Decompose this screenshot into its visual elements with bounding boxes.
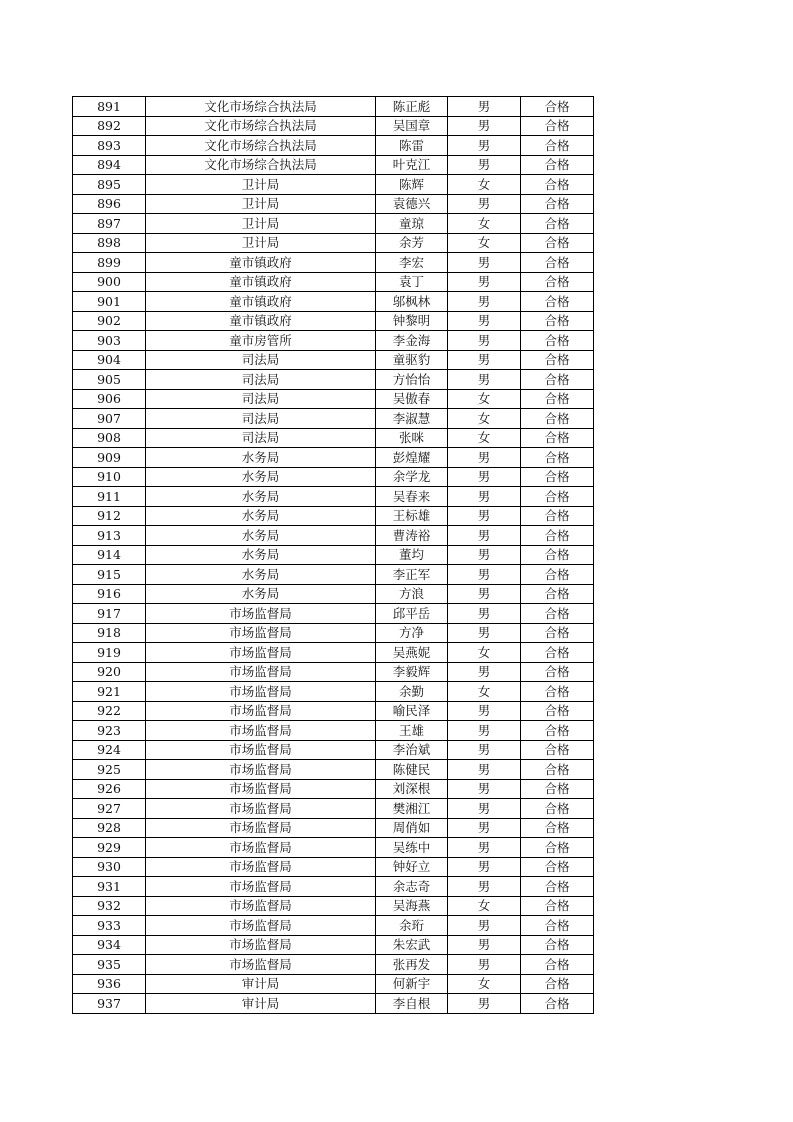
department-cell: 市场监督局 — [146, 955, 376, 975]
table-row — [73, 194, 594, 214]
table-row — [73, 97, 594, 117]
result-cell: 合格 — [521, 467, 594, 487]
gender-cell: 男 — [448, 701, 521, 721]
gender-cell: 男 — [448, 272, 521, 292]
gender-cell: 男 — [448, 155, 521, 175]
department-cell: 童市镇政府 — [146, 311, 376, 331]
gender-cell: 男 — [448, 779, 521, 799]
gender-cell: 男 — [448, 350, 521, 370]
person-name-cell: 邬枫林 — [376, 292, 448, 312]
result-cell: 合格 — [521, 272, 594, 292]
department-cell: 司法局 — [146, 370, 376, 390]
department-cell: 市场监督局 — [146, 857, 376, 877]
table-row — [73, 448, 594, 468]
row-number-cell: 926 — [73, 779, 146, 799]
person-name-cell: 陈雷 — [376, 136, 448, 156]
result-cell: 合格 — [521, 331, 594, 351]
result-cell: 合格 — [521, 448, 594, 468]
department-cell: 卫计局 — [146, 194, 376, 214]
result-cell: 合格 — [521, 409, 594, 429]
result-cell: 合格 — [521, 584, 594, 604]
department-cell: 市场监督局 — [146, 662, 376, 682]
result-cell: 合格 — [521, 760, 594, 780]
gender-cell: 男 — [448, 136, 521, 156]
person-name-cell: 喻民泽 — [376, 701, 448, 721]
table-row — [73, 701, 594, 721]
result-cell: 合格 — [521, 350, 594, 370]
results-table-body — [73, 97, 594, 1014]
gender-cell: 男 — [448, 448, 521, 468]
row-number-cell: 921 — [73, 682, 146, 702]
person-name-cell: 李自根 — [376, 994, 448, 1014]
row-number-cell: 907 — [73, 409, 146, 429]
gender-cell: 女 — [448, 409, 521, 429]
result-cell: 合格 — [521, 955, 594, 975]
department-cell: 市场监督局 — [146, 760, 376, 780]
gender-cell: 女 — [448, 643, 521, 663]
person-name-cell: 李宏 — [376, 253, 448, 273]
department-cell: 市场监督局 — [146, 623, 376, 643]
department-cell: 水务局 — [146, 545, 376, 565]
department-cell: 文化市场综合执法局 — [146, 116, 376, 136]
department-cell: 水务局 — [146, 448, 376, 468]
row-number-cell: 895 — [73, 175, 146, 195]
gender-cell: 男 — [448, 467, 521, 487]
row-number-cell: 906 — [73, 389, 146, 409]
gender-cell: 男 — [448, 487, 521, 507]
table-row — [73, 253, 594, 273]
result-cell: 合格 — [521, 740, 594, 760]
gender-cell: 男 — [448, 292, 521, 312]
result-cell: 合格 — [521, 136, 594, 156]
person-name-cell: 李金海 — [376, 331, 448, 351]
table-row — [73, 214, 594, 234]
department-cell: 童市镇政府 — [146, 253, 376, 273]
gender-cell: 男 — [448, 116, 521, 136]
result-cell: 合格 — [521, 701, 594, 721]
person-name-cell: 陈正彪 — [376, 97, 448, 117]
table-row — [73, 682, 594, 702]
row-number-cell: 893 — [73, 136, 146, 156]
row-number-cell: 930 — [73, 857, 146, 877]
table-row — [73, 331, 594, 351]
department-cell: 市场监督局 — [146, 838, 376, 858]
row-number-cell: 925 — [73, 760, 146, 780]
result-cell: 合格 — [521, 877, 594, 897]
person-name-cell: 陈辉 — [376, 175, 448, 195]
row-number-cell: 892 — [73, 116, 146, 136]
row-number-cell: 922 — [73, 701, 146, 721]
row-number-cell: 910 — [73, 467, 146, 487]
row-number-cell: 900 — [73, 272, 146, 292]
person-name-cell: 余芳 — [376, 233, 448, 253]
gender-cell: 女 — [448, 175, 521, 195]
result-cell: 合格 — [521, 916, 594, 936]
department-cell: 市场监督局 — [146, 896, 376, 916]
table-row — [73, 935, 594, 955]
table-row — [73, 175, 594, 195]
department-cell: 市场监督局 — [146, 779, 376, 799]
gender-cell: 男 — [448, 370, 521, 390]
person-name-cell: 张咪 — [376, 428, 448, 448]
table-row — [73, 116, 594, 136]
table-row — [73, 604, 594, 624]
gender-cell: 男 — [448, 740, 521, 760]
result-cell: 合格 — [521, 721, 594, 741]
department-cell: 卫计局 — [146, 175, 376, 195]
person-name-cell: 余志奇 — [376, 877, 448, 897]
row-number-cell: 931 — [73, 877, 146, 897]
department-cell: 水务局 — [146, 565, 376, 585]
gender-cell: 女 — [448, 428, 521, 448]
table-row — [73, 233, 594, 253]
gender-cell: 男 — [448, 194, 521, 214]
table-row — [73, 974, 594, 994]
result-cell: 合格 — [521, 994, 594, 1014]
table-row — [73, 487, 594, 507]
row-number-cell: 912 — [73, 506, 146, 526]
department-cell: 市场监督局 — [146, 740, 376, 760]
gender-cell: 女 — [448, 682, 521, 702]
result-cell: 合格 — [521, 428, 594, 448]
table-row — [73, 857, 594, 877]
person-name-cell: 周俏如 — [376, 818, 448, 838]
person-name-cell: 李毅辉 — [376, 662, 448, 682]
table-row — [73, 545, 594, 565]
table-row — [73, 955, 594, 975]
table-row — [73, 623, 594, 643]
table-row — [73, 643, 594, 663]
row-number-cell: 917 — [73, 604, 146, 624]
row-number-cell: 896 — [73, 194, 146, 214]
row-number-cell: 902 — [73, 311, 146, 331]
gender-cell: 男 — [448, 838, 521, 858]
department-cell: 水务局 — [146, 467, 376, 487]
person-name-cell: 樊湘江 — [376, 799, 448, 819]
department-cell: 市场监督局 — [146, 721, 376, 741]
row-number-cell: 935 — [73, 955, 146, 975]
department-cell: 审计局 — [146, 994, 376, 1014]
department-cell: 卫计局 — [146, 233, 376, 253]
row-number-cell: 937 — [73, 994, 146, 1014]
person-name-cell: 钟好立 — [376, 857, 448, 877]
department-cell: 市场监督局 — [146, 604, 376, 624]
gender-cell: 男 — [448, 916, 521, 936]
gender-cell: 男 — [448, 526, 521, 546]
result-cell: 合格 — [521, 799, 594, 819]
department-cell: 水务局 — [146, 526, 376, 546]
row-number-cell: 903 — [73, 331, 146, 351]
department-cell: 市场监督局 — [146, 916, 376, 936]
table-row — [73, 779, 594, 799]
person-name-cell: 张再发 — [376, 955, 448, 975]
row-number-cell: 927 — [73, 799, 146, 819]
table-row — [73, 896, 594, 916]
row-number-cell: 936 — [73, 974, 146, 994]
department-cell: 文化市场综合执法局 — [146, 136, 376, 156]
gender-cell: 男 — [448, 760, 521, 780]
gender-cell: 男 — [448, 565, 521, 585]
row-number-cell: 933 — [73, 916, 146, 936]
result-cell: 合格 — [521, 370, 594, 390]
row-number-cell: 894 — [73, 155, 146, 175]
department-cell: 市场监督局 — [146, 701, 376, 721]
row-number-cell: 909 — [73, 448, 146, 468]
table-row — [73, 721, 594, 741]
gender-cell: 男 — [448, 818, 521, 838]
department-cell: 水务局 — [146, 584, 376, 604]
table-row — [73, 136, 594, 156]
person-name-cell: 彭煌耀 — [376, 448, 448, 468]
department-cell: 水务局 — [146, 487, 376, 507]
gender-cell: 男 — [448, 331, 521, 351]
row-number-cell: 918 — [73, 623, 146, 643]
table-row — [73, 994, 594, 1014]
gender-cell: 男 — [448, 994, 521, 1014]
person-name-cell: 刘深根 — [376, 779, 448, 799]
result-cell: 合格 — [521, 896, 594, 916]
table-row — [73, 467, 594, 487]
department-cell: 童市镇政府 — [146, 292, 376, 312]
gender-cell: 男 — [448, 877, 521, 897]
person-name-cell: 吴春来 — [376, 487, 448, 507]
department-cell: 文化市场综合执法局 — [146, 155, 376, 175]
result-cell: 合格 — [521, 662, 594, 682]
table-row — [73, 838, 594, 858]
result-cell: 合格 — [521, 974, 594, 994]
row-number-cell: 899 — [73, 253, 146, 273]
department-cell: 市场监督局 — [146, 799, 376, 819]
gender-cell: 男 — [448, 721, 521, 741]
gender-cell: 女 — [448, 233, 521, 253]
result-cell: 合格 — [521, 97, 594, 117]
gender-cell: 男 — [448, 253, 521, 273]
department-cell: 市场监督局 — [146, 877, 376, 897]
person-name-cell: 童驱豹 — [376, 350, 448, 370]
table-row — [73, 428, 594, 448]
row-number-cell: 920 — [73, 662, 146, 682]
row-number-cell: 891 — [73, 97, 146, 117]
gender-cell: 男 — [448, 623, 521, 643]
department-cell: 司法局 — [146, 409, 376, 429]
department-cell: 市场监督局 — [146, 643, 376, 663]
row-number-cell: 898 — [73, 233, 146, 253]
result-cell: 合格 — [521, 857, 594, 877]
row-number-cell: 923 — [73, 721, 146, 741]
row-number-cell: 908 — [73, 428, 146, 448]
person-name-cell: 袁德兴 — [376, 194, 448, 214]
table-row — [73, 155, 594, 175]
department-cell: 市场监督局 — [146, 682, 376, 702]
results-table — [72, 96, 594, 1014]
person-name-cell: 方浪 — [376, 584, 448, 604]
result-cell: 合格 — [521, 565, 594, 585]
result-cell: 合格 — [521, 526, 594, 546]
result-cell: 合格 — [521, 935, 594, 955]
department-cell: 卫计局 — [146, 214, 376, 234]
result-cell: 合格 — [521, 233, 594, 253]
result-cell: 合格 — [521, 175, 594, 195]
person-name-cell: 吴傲春 — [376, 389, 448, 409]
row-number-cell: 924 — [73, 740, 146, 760]
person-name-cell: 余珩 — [376, 916, 448, 936]
person-name-cell: 吴练中 — [376, 838, 448, 858]
gender-cell: 女 — [448, 389, 521, 409]
gender-cell: 男 — [448, 935, 521, 955]
gender-cell: 男 — [448, 799, 521, 819]
row-number-cell: 904 — [73, 350, 146, 370]
person-name-cell: 李治斌 — [376, 740, 448, 760]
gender-cell: 女 — [448, 214, 521, 234]
department-cell: 司法局 — [146, 428, 376, 448]
result-cell: 合格 — [521, 253, 594, 273]
department-cell: 文化市场综合执法局 — [146, 97, 376, 117]
result-cell: 合格 — [521, 682, 594, 702]
row-number-cell: 911 — [73, 487, 146, 507]
row-number-cell: 919 — [73, 643, 146, 663]
gender-cell: 女 — [448, 896, 521, 916]
row-number-cell: 916 — [73, 584, 146, 604]
result-cell: 合格 — [521, 643, 594, 663]
person-name-cell: 吴燕妮 — [376, 643, 448, 663]
gender-cell: 男 — [448, 604, 521, 624]
row-number-cell: 914 — [73, 545, 146, 565]
row-number-cell: 897 — [73, 214, 146, 234]
department-cell: 童市房管所 — [146, 331, 376, 351]
table-row — [73, 818, 594, 838]
person-name-cell: 邱平岳 — [376, 604, 448, 624]
person-name-cell: 陈健民 — [376, 760, 448, 780]
person-name-cell: 李正军 — [376, 565, 448, 585]
result-cell: 合格 — [521, 779, 594, 799]
gender-cell: 男 — [448, 955, 521, 975]
table-row — [73, 584, 594, 604]
person-name-cell: 余勤 — [376, 682, 448, 702]
person-name-cell: 方净 — [376, 623, 448, 643]
result-cell: 合格 — [521, 506, 594, 526]
result-cell: 合格 — [521, 292, 594, 312]
person-name-cell: 李淑慧 — [376, 409, 448, 429]
table-row — [73, 760, 594, 780]
result-cell: 合格 — [521, 214, 594, 234]
gender-cell: 男 — [448, 311, 521, 331]
result-cell: 合格 — [521, 311, 594, 331]
result-cell: 合格 — [521, 838, 594, 858]
table-row — [73, 350, 594, 370]
result-cell: 合格 — [521, 116, 594, 136]
row-number-cell: 932 — [73, 896, 146, 916]
table-row — [73, 565, 594, 585]
person-name-cell: 吴海燕 — [376, 896, 448, 916]
person-name-cell: 王标雄 — [376, 506, 448, 526]
table-row — [73, 877, 594, 897]
result-cell: 合格 — [521, 545, 594, 565]
table-row — [73, 292, 594, 312]
table-row — [73, 311, 594, 331]
person-name-cell: 叶克江 — [376, 155, 448, 175]
person-name-cell: 董均 — [376, 545, 448, 565]
gender-cell: 男 — [448, 545, 521, 565]
gender-cell: 男 — [448, 506, 521, 526]
department-cell: 水务局 — [146, 506, 376, 526]
result-cell: 合格 — [521, 487, 594, 507]
department-cell: 审计局 — [146, 974, 376, 994]
person-name-cell: 童琼 — [376, 214, 448, 234]
person-name-cell: 方怡怡 — [376, 370, 448, 390]
table-row — [73, 662, 594, 682]
gender-cell: 男 — [448, 857, 521, 877]
person-name-cell: 吴国章 — [376, 116, 448, 136]
row-number-cell: 901 — [73, 292, 146, 312]
row-number-cell: 915 — [73, 565, 146, 585]
row-number-cell: 934 — [73, 935, 146, 955]
table-row — [73, 409, 594, 429]
gender-cell: 男 — [448, 584, 521, 604]
department-cell: 市场监督局 — [146, 818, 376, 838]
table-row — [73, 389, 594, 409]
gender-cell: 男 — [448, 662, 521, 682]
department-cell: 司法局 — [146, 350, 376, 370]
department-cell: 童市镇政府 — [146, 272, 376, 292]
result-cell: 合格 — [521, 604, 594, 624]
gender-cell: 男 — [448, 97, 521, 117]
table-row — [73, 370, 594, 390]
result-cell: 合格 — [521, 194, 594, 214]
person-name-cell: 余学龙 — [376, 467, 448, 487]
row-number-cell: 905 — [73, 370, 146, 390]
gender-cell: 女 — [448, 974, 521, 994]
department-cell: 市场监督局 — [146, 935, 376, 955]
table-row — [73, 506, 594, 526]
person-name-cell: 朱宏武 — [376, 935, 448, 955]
table-row — [73, 272, 594, 292]
table-row — [73, 799, 594, 819]
department-cell: 司法局 — [146, 389, 376, 409]
result-cell: 合格 — [521, 818, 594, 838]
table-row — [73, 740, 594, 760]
result-cell: 合格 — [521, 155, 594, 175]
row-number-cell: 913 — [73, 526, 146, 546]
person-name-cell: 曹涛裕 — [376, 526, 448, 546]
row-number-cell: 929 — [73, 838, 146, 858]
result-cell: 合格 — [521, 389, 594, 409]
result-cell: 合格 — [521, 623, 594, 643]
row-number-cell: 928 — [73, 818, 146, 838]
table-row — [73, 916, 594, 936]
person-name-cell: 袁丁 — [376, 272, 448, 292]
person-name-cell: 王雄 — [376, 721, 448, 741]
person-name-cell: 何新宇 — [376, 974, 448, 994]
person-name-cell: 钟黎明 — [376, 311, 448, 331]
table-row — [73, 526, 594, 546]
